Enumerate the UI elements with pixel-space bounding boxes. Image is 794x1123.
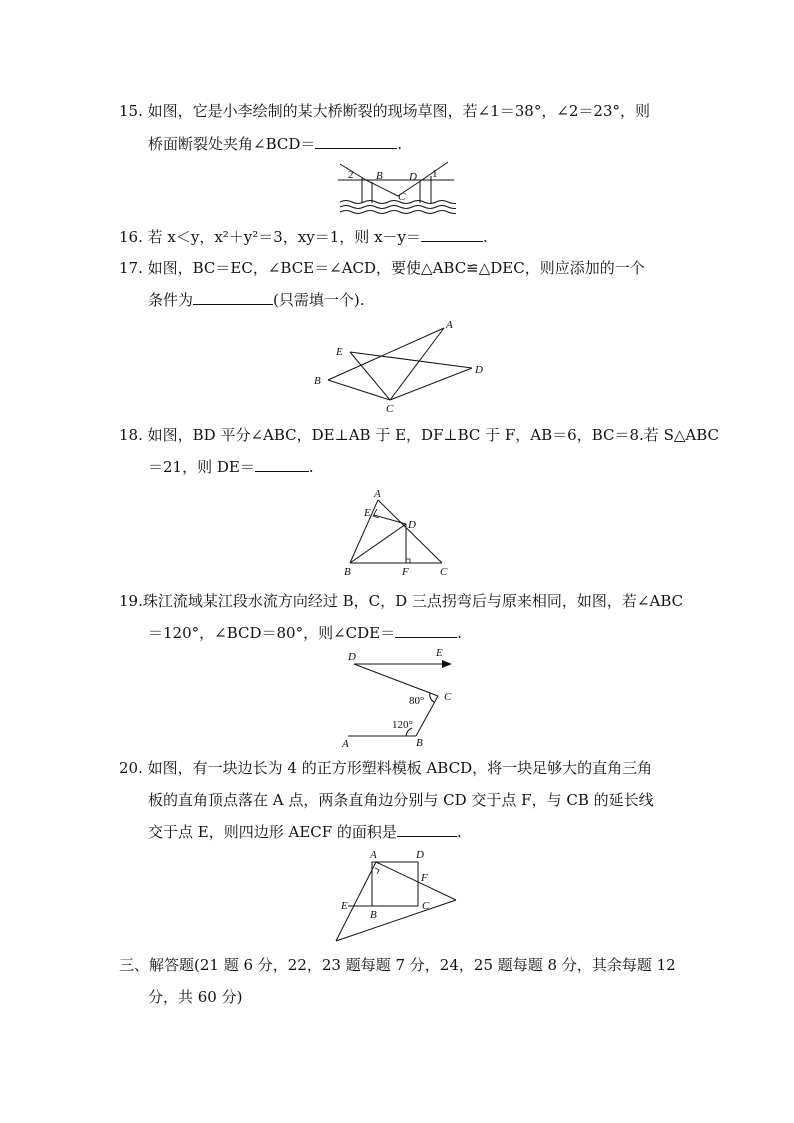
q18-tail: . <box>308 458 314 476</box>
q17-label-d: D <box>475 364 483 376</box>
q19-answer-blank <box>395 623 457 638</box>
q16-answer-blank <box>421 227 483 242</box>
q15-answer-blank <box>315 134 397 149</box>
q18-label-b: B <box>344 566 351 578</box>
q18-label-d: D <box>408 519 416 531</box>
q19-line1: 19.珠江流域某江段水流方向经过 B，C，D 三点拐弯后与原来相同，如图，若∠ABC <box>119 592 684 610</box>
section3-heading: 三、解答题(21 题 6 分，22，23 题每题 7 分，24，25 题每题 8 分，其余每题 12 <box>119 956 676 974</box>
q18-label-e: E <box>364 507 371 519</box>
q19-line2-text: ＝120°，∠BCD＝80°，则∠CDE＝ <box>148 624 396 642</box>
q17-label-a: A <box>446 319 453 331</box>
q19-angle-bcd: 80° <box>409 695 425 707</box>
river-figure <box>336 644 470 750</box>
q17-label-b: B <box>314 375 321 387</box>
bridge-label-d: D <box>409 171 417 183</box>
q15-tail: . <box>397 135 403 153</box>
q20-line2: 板的直角顶点落在 A 点，两条直角边分别与 CD 交于点 F，与 CB 的延长线 <box>148 791 654 809</box>
q20-label-a: A <box>370 849 377 861</box>
q20-line3-text: 交于点 E，则四边形 AECF 的面积是 <box>148 823 397 841</box>
q19-tail: . <box>457 624 462 642</box>
bridge-label-2: 2 <box>348 169 354 181</box>
q20-line1: 20. 如图，有一块边长为 4 的正方形塑料模板 ABCD，将一块足够大的直角三角 <box>119 759 653 777</box>
q18-line2 <box>148 457 314 477</box>
q20-tail: . <box>456 823 462 841</box>
q17-line2 <box>148 290 365 310</box>
q16-tail: . <box>483 228 488 246</box>
q17-label-e: E <box>336 346 343 358</box>
section3-heading-cont: 分，共 60 分) <box>148 988 243 1006</box>
q20-line3 <box>148 822 462 842</box>
q18-line1: 18. 如图，BD 平分∠ABC，DE⊥AB 于 E，DF⊥BC 于 F，AB＝6，BC＝8.若 S△ABC <box>119 426 719 444</box>
q15-line2-text: 桥面断裂处夹角∠BCD＝ <box>148 135 316 153</box>
q18-answer-blank <box>255 457 309 472</box>
bridge-figure <box>336 158 456 216</box>
q20-answer-blank <box>397 822 457 837</box>
q16-line1 <box>119 227 488 247</box>
q15-line2 <box>148 134 402 154</box>
q20-label-b: B <box>370 909 377 921</box>
q18-label-f: F <box>402 566 409 578</box>
q17-label-c: C <box>386 403 394 415</box>
q20-label-d: D <box>416 849 424 861</box>
square-figure <box>330 846 462 944</box>
q16-text: 16. 若 x＜y，x²＋y²＝3，xy＝1，则 x－y＝ <box>119 228 422 246</box>
q15-line1: 15. 如图，它是小李绘制的某大桥断裂的现场草图，若∠1＝38°，∠2＝23°，则 <box>119 102 651 120</box>
q19-label-b: B <box>416 737 423 749</box>
q20-label-e: E <box>341 900 348 912</box>
triangles-figure <box>306 314 496 418</box>
q19-label-a: A <box>342 738 349 750</box>
bridge-label-b: B <box>376 170 383 182</box>
q18-label-a: A <box>374 488 381 500</box>
triangle18-figure <box>340 486 452 580</box>
q19-label-e: E <box>436 647 443 659</box>
q17-line2-text: 条件为 <box>148 291 194 309</box>
q19-angle-abc: 120° <box>392 719 413 731</box>
q20-label-c: C <box>422 900 430 912</box>
q20-label-f: F <box>421 872 428 884</box>
q18-label-c: C <box>440 566 448 578</box>
q19-label-d: D <box>348 651 356 663</box>
q18-line2-text: ＝21，则 DE＝ <box>148 458 255 476</box>
q17-tail: (只需填一个). <box>273 291 365 309</box>
q19-line2 <box>148 623 462 643</box>
q19-label-c: C <box>444 691 452 703</box>
q17-line1: 17. 如图，BC＝EC，∠BCE＝∠ACD，要使△ABC≌△DEC，则应添加的一个 <box>119 259 645 277</box>
bridge-label-1: 1 <box>432 168 438 180</box>
q17-answer-blank <box>193 290 273 305</box>
bridge-label-c: C <box>398 191 406 203</box>
